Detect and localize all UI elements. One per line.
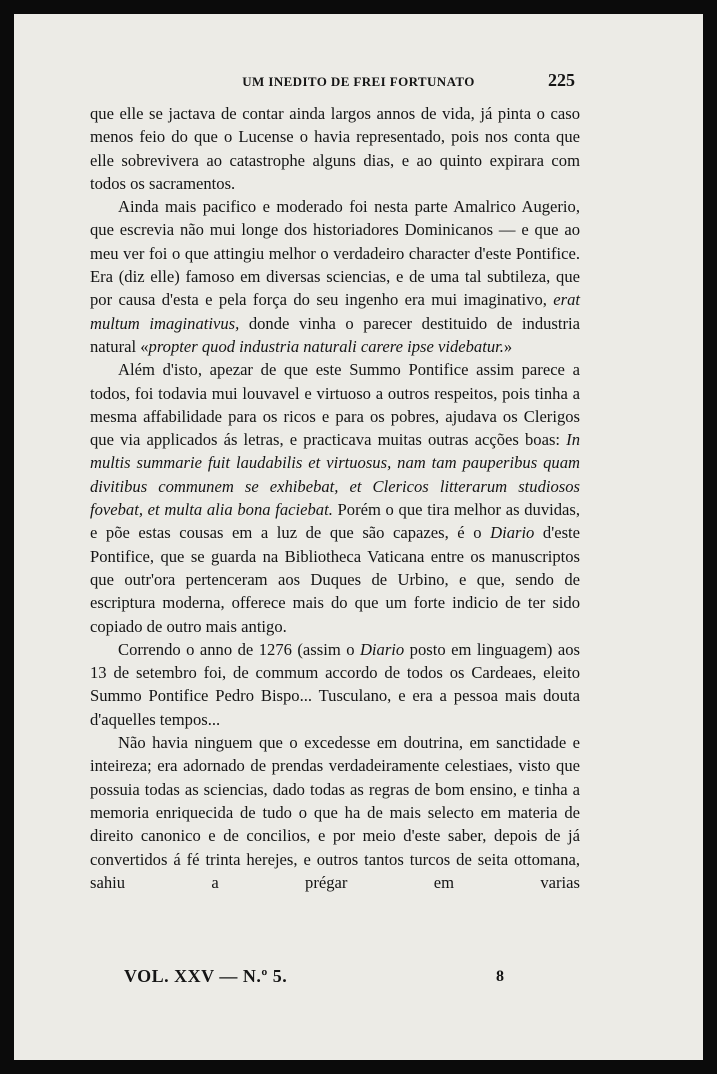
text-run: posto em linguagem) aos 13 de setembro foi, de commum accordo de todos os Cardeaes, eleito Summo Pontifice Pedro Bispo... Tusculano, e era a pessoa mais douta d'aquelles tempos...	[90, 639, 581, 729]
italic-quotation: Diario	[490, 523, 535, 543]
paragraph-5	[90, 731, 580, 894]
text-run: que elle se jactava de contar ainda largos annos de vida, já pinta o caso menos feio do que o Lucense o havia representado, pois nos conta que elle sobrevivera ao catastrophe alguns dias, e ao quinto expirara com todos os sacramentos.	[90, 104, 580, 193]
running-title: UM INEDITO DE FREI FORTUNATO	[242, 74, 475, 89]
page-number: 225	[548, 70, 575, 90]
book-page	[14, 14, 703, 1060]
signature-mark: 8	[496, 968, 504, 985]
page-header	[14, 70, 703, 94]
text-run: Além d'isto, apezar de que este Summo Pontifice assim parece a todos, foi todavia mui louvavel e virtuoso a outros respeitos, pois tinha a mesma affabilidade para os ricos e para os pobres, ajudava os Clerigos que via applicados ás letras, e practicava muitas outras acções boas:	[90, 360, 580, 450]
body-text	[90, 102, 580, 894]
text-run: Ainda mais pacifico e moderado foi nesta parte Amalrico Augerio, que escrevia não mui longe dos historiadores Dominicanos — e que ao meu ver foi o que attingiu melhor o verdadeiro character d'este Pontifice. Era (diz elle) famoso em diversas sciencias, e de uma tal subtileza, que por causa d'esta e pela força do seu ingenho era mui imaginativo,	[90, 197, 580, 310]
italic-quotation: propter quod industria naturali carere ipse videbatur.	[148, 336, 504, 356]
page-footer	[14, 966, 703, 996]
italic-quotation: In multis summarie fuit laudabilis et virtuosus, nam tam pauperibus quam divitibus communem se exhibebat, et Clericos litterarum studiosos fovebat, et multa alia bona faciebat.	[90, 430, 580, 520]
paragraph-2	[90, 195, 580, 358]
text-run: Porém o que tira melhor as duvidas, e põe estas cousas em a luz de que são capazes, é o	[90, 500, 580, 543]
text-run: »	[503, 336, 513, 356]
paragraph-4	[90, 638, 580, 731]
paragraph-3	[90, 358, 580, 638]
text-run: Não havia ninguem que o excedesse em doutrina, em sanctidade e inteireza; era adornado de prendas verdadeiramente celestiaes, visto que possuia todas as sciencias, dado todas as regras de bom ensino, e tinha a memoria enriquecida de tudo o que ha de mais selecto em materia de direito canonico e de concilios, e por meio d'este saber, depois de já convertidos á fé trinta herejes, e outros tantos turcos de seita ottomana, sahiu a prégar em varias	[90, 733, 580, 892]
text-run: d'este Pontifice, que se guarda na Bibliotheca Vaticana entre os manuscriptos que outr'ora pertenceram aos Duques de Urbino, e que, sendo de escriptura moderna, offerece mais do que um forte indicio de ter sido copiado de outro mais antigo.	[90, 523, 580, 636]
text-run: Correndo o anno de 1276 (assim o	[118, 639, 360, 659]
text-run: donde vinha o parecer destituido de industria natural «	[90, 313, 581, 356]
italic-quotation: erat multum imaginativus,	[90, 290, 580, 333]
volume-number: VOL. XXV — N.º 5.	[124, 966, 288, 986]
italic-quotation: Diario	[359, 639, 405, 659]
paragraph-1	[90, 102, 580, 195]
